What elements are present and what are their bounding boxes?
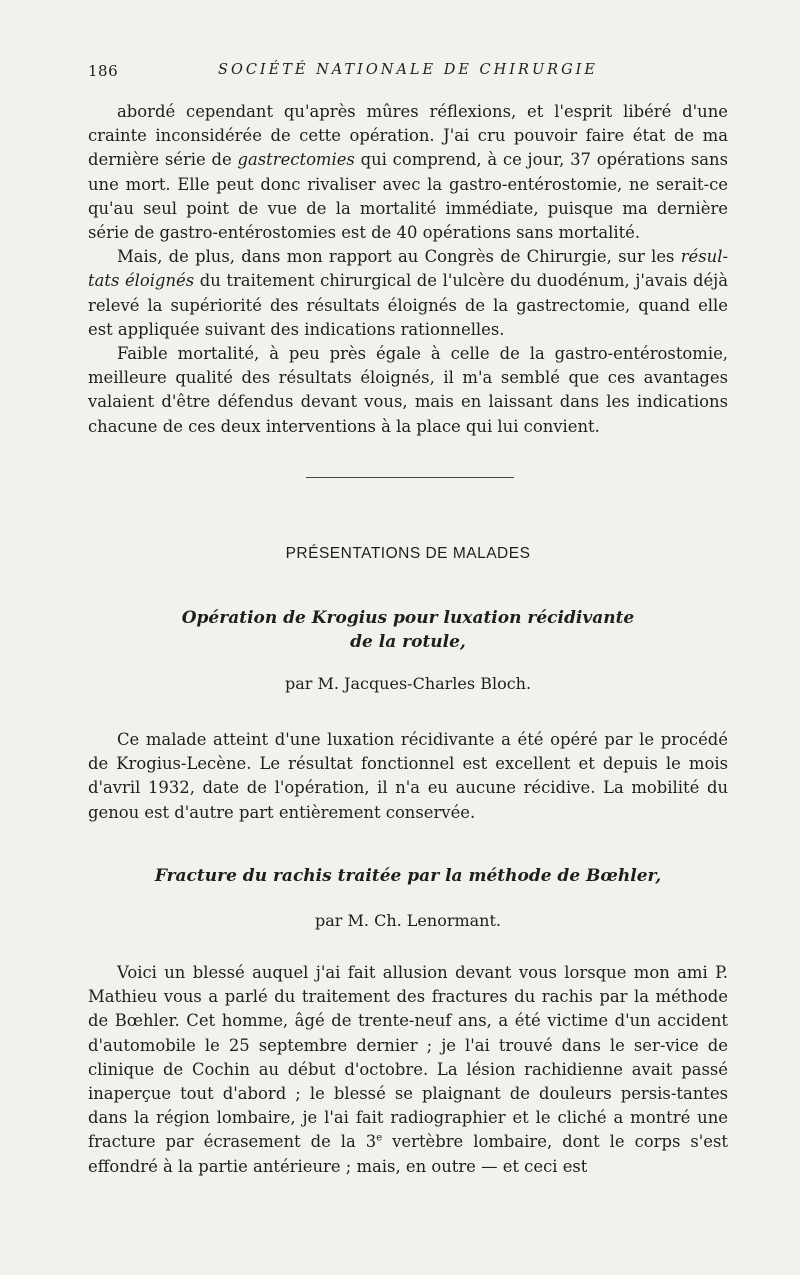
page-number: 186 — [88, 62, 119, 80]
article-1-body — [88, 728, 728, 825]
running-head: SOCIÉTÉ NATIONALE DE CHIRURGIE — [218, 62, 598, 78]
intro-paragraph-3: Faible mortalité, à peu près égale à celle de la gastro-entérostomie, meilleure qualité des résultats éloignés, il m'a semblé que ces avantages valaient d'être défendus devant vous, mais en laissant dans les indications chacune de ces deux interventions à la place qui lui convient. — [88, 344, 728, 436]
article-1-title: Opération de Krogius pour luxation récidivante de la rotule, — [181, 608, 635, 652]
article-2-body — [88, 961, 728, 1179]
page-header — [88, 62, 728, 84]
intro-paragraph-2: Mais, de plus, dans mon rapport au Congrès de Chirurgie, sur les résul-tats éloignés du traitement chirurgical de l'ulcère du duodénum, j'avais déjà relevé la supériorité des résultats éloignés de la gastrectomie, quand elle est appliquée suivant des indications rationnelles. — [88, 247, 728, 339]
article-1-author: par M. Jacques-Charles Bloch. — [284, 674, 532, 693]
section-title: PRÉSENTATIONS DE MALADES — [285, 545, 531, 562]
article-2-author: par M. Ch. Lenormant. — [315, 911, 501, 930]
intro-paragraph-1: abordé cependant qu'après mûres réflexions, et l'esprit libéré d'une crainte inconsidérée de cette opération. J'ai cru pouvoir faire état de ma dernière série de gastrectomies qui comprend, à ce jour, 37 opérations sans une mort. Elle peut donc rivaliser avec la gastro-entérostomie, ne serait-ce qu'au seul point de vue de la mortalité immédiate, puisque ma dernière série de gastro-entérostomies est de 40 opérations sans mortalité. — [88, 102, 728, 243]
article-1-paragraph: Ce malade atteint d'une luxation récidivante a été opéré par le procédé de Krogius-Lecène. Le résultat fonctionnel est excellent et depuis le mois d'avril 1932, date de l'opération, il n'a eu aucune récidive. La mobilité du genou est d'autre part entièrement conservée. — [88, 730, 728, 822]
article-2-paragraph: Voici un blessé auquel j'ai fait allusion devant vous lorsque mon ami P. Mathieu vous a parlé du traitement des fractures du rachis par la méthode de Bœhler. Cet homme, âgé de trente-neuf ans, a été victime d'un accident d'automobile le 25 septembre dernier ; je l'ai trouvé dans le ser-vice de clinique de Cochin au début d'octobre. La lésion rachidienne avait passé inaperçue tout d'abord ; le blessé se plaignant de douleurs persis-tantes dans la région lombaire, je l'ai fait radiographier et le cliché a montré une fracture par écrasement de la 3e vertèbre lombaire, dont le corps s'est effondré à la partie antérieure ; mais, en outre — et ceci est — [88, 963, 728, 1176]
article-2-title: Fracture du rachis traitée par la méthode de Bœhler, — [154, 866, 662, 886]
section-divider — [306, 477, 514, 478]
emphasis-resultats-eloignes: résul-tats éloignés — [88, 247, 728, 291]
superscript: e — [376, 1132, 383, 1144]
emphasis-gastrectomies: gastrectomies — [237, 150, 355, 170]
intro-text — [88, 100, 728, 439]
